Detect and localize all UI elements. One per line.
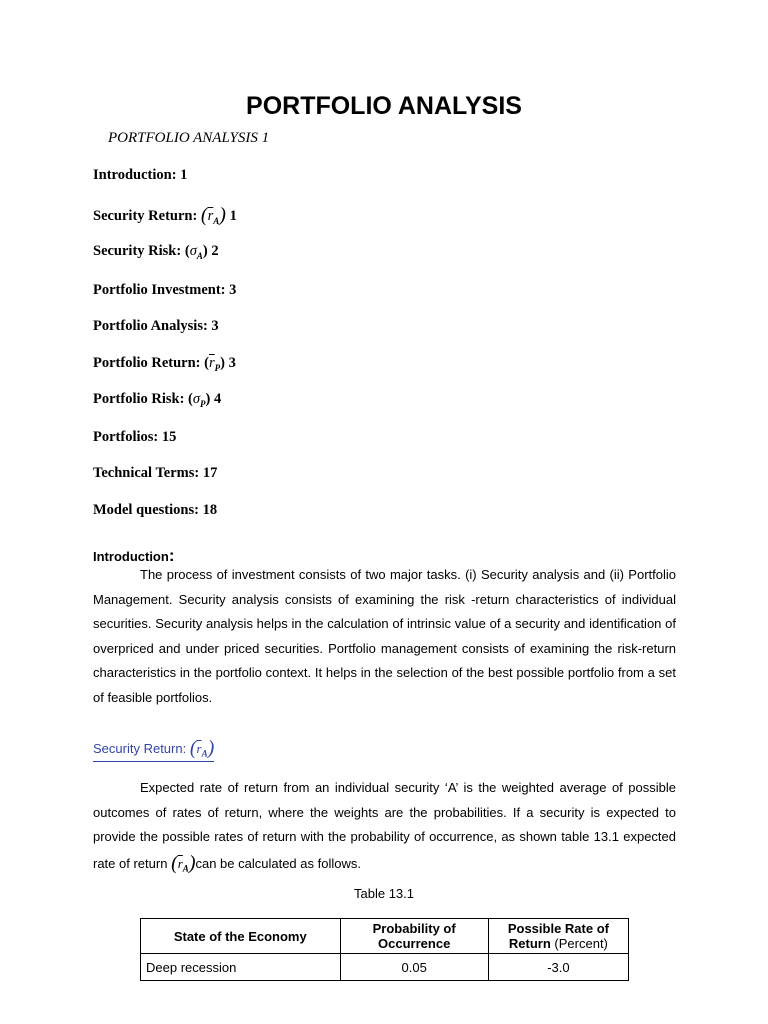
toc-item-technical-terms[interactable]: Technical Terms: 17 [93, 465, 218, 481]
header-probability: Probability of Occurrence [340, 919, 488, 954]
intro-heading: Introduction: [93, 546, 175, 565]
toc-item-introduction[interactable]: Introduction: 1 [93, 167, 188, 183]
cell-state: Deep recession [141, 954, 341, 981]
toc-heading[interactable]: PORTFOLIO ANALYSIS 1 [108, 130, 270, 146]
cell-probability: 0.05 [340, 954, 488, 981]
toc-item-portfolio-return[interactable]: Portfolio Return: $(\overline{r}_P)$ 3 [93, 355, 236, 373]
page-title: PORTFOLIO ANALYSIS [246, 92, 522, 120]
header-rate-of-return: Possible Rate of Return (Percent) [488, 919, 628, 954]
security-risk-symbol: $(\sigma_A)$ [184, 243, 208, 261]
returns-table [140, 918, 629, 981]
toc-item-security-risk[interactable]: Security Risk: $(\sigma_A)$ 2 [93, 243, 219, 261]
toc-item-portfolio-analysis[interactable]: Portfolio Analysis: 3 [93, 318, 219, 334]
security-return-heading-symbol: $(\overline{r}_A)$ [189, 737, 215, 759]
expected-return-symbol: $(\overline{r}_A)$ [171, 851, 196, 874]
security-return-heading[interactable]: Security Return: $(\overline{r}_A)$ [93, 736, 214, 762]
security-return-symbol: $(\overline{r}_A)$ [200, 204, 226, 226]
header-state: State of the Economy [141, 919, 341, 954]
intro-paragraph: The process of investment consists of two major tasks. (i) Security analysis and (ii) Portfolio Management. Security analysis consists of examining the risk -return characteristics of individual securities. Security analysis helps in the calculation of intrinsic value of a security and identification of overpriced and under priced securities. Portfolio management consists of examining the risk-return characteristics in the portfolio context. It helps in the selection of the best possible portfolio from a set of feasible portfolios. [93, 567, 676, 705]
toc-item-model-questions[interactable]: Model questions: 18 [93, 502, 218, 518]
table-caption: Table 13.1 [354, 886, 414, 901]
toc-item-portfolio-risk[interactable]: Portfolio Risk: $(\sigma_P)$ 4 [93, 391, 222, 409]
toc-item-portfolio-investment[interactable]: Portfolio Investment: 3 [93, 282, 237, 298]
toc-item-security-return[interactable]: Security Return: $(\overline{r}_A)$ 1 [93, 204, 237, 226]
toc-item-portfolios[interactable]: Portfolios: 15 [93, 429, 177, 445]
cell-return: -3.0 [488, 954, 628, 981]
portfolio-return-symbol: $(\overline{r}_P)$ [204, 355, 225, 373]
table-header-row [141, 919, 629, 954]
security-return-paragraph: Expected rate of return from an individual security ‘A’ is the weighted average of possible outcomes of rates of return, where the weights are the probabilities. If a security is expected to provide the possible rates of return with the probability of occurrence, as shown table 13.1 expected rate of return $(\overline{r}_A)can$ be calculated as follows. [93, 780, 676, 874]
portfolio-risk-symbol: $(\sigma_P)$ [188, 391, 211, 409]
table-row [141, 954, 629, 981]
